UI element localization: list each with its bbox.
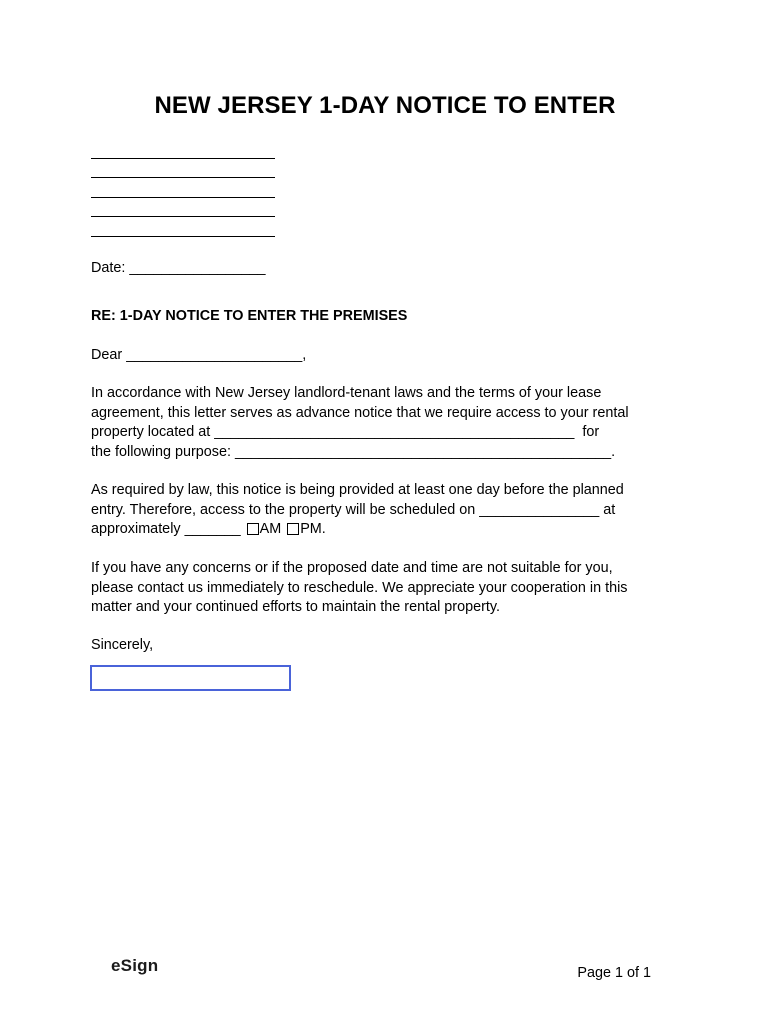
- paragraph-line: matter and your continued efforts to maintain the rental property.: [91, 599, 501, 615]
- address-blank-line-3[interactable]: [91, 197, 275, 198]
- address-blank-line-5[interactable]: [91, 236, 275, 237]
- esign-logo: eSign: [111, 956, 159, 975]
- address-blank-line-4[interactable]: [91, 216, 275, 217]
- paragraph-line: agreement, this letter serves as advance notice that we require access to your rental: [91, 404, 629, 421]
- closing: Sincerely,: [91, 637, 154, 653]
- pm-label: PM.: [300, 521, 326, 537]
- paragraph-line-time: [91, 520, 671, 540]
- paragraph-line: In accordance with New Jersey landlord-tenant laws and the terms of your lease: [91, 385, 602, 401]
- pm-checkbox[interactable]: [287, 523, 299, 535]
- am-checkbox[interactable]: [247, 523, 259, 535]
- salutation: Dear ______________________,: [91, 347, 307, 363]
- date-line: Date: _________________: [91, 260, 266, 276]
- am-label: AM: [259, 521, 282, 537]
- paragraph-line: As required by law, this notice is being provided at least one day before the planned: [91, 482, 624, 498]
- paragraph-line: property located at _____________________________________________ for: [91, 424, 600, 440]
- page-number: Page 1 of 1: [577, 965, 651, 981]
- paragraph-access-notice: [91, 384, 671, 462]
- document-title: NEW JERSEY 1-DAY NOTICE TO ENTER: [154, 92, 616, 119]
- signature-field[interactable]: [90, 665, 291, 691]
- address-blank-line-2[interactable]: [91, 177, 275, 178]
- address-blank-line-1[interactable]: [91, 158, 275, 159]
- approximately-label: approximately _______: [91, 521, 245, 537]
- re-line: RE: 1-DAY NOTICE TO ENTER THE PREMISES: [91, 308, 408, 324]
- paragraph-line: entry. Therefore, access to the property will be scheduled on _______________ at: [91, 501, 616, 518]
- paragraph-schedule: [91, 481, 671, 540]
- paragraph-concerns: [91, 559, 671, 618]
- paragraph-line: If you have any concerns or if the proposed date and time are not suitable for you,: [91, 560, 613, 576]
- paragraph-line: the following purpose: _______________________________________________.: [91, 443, 616, 460]
- paragraph-line: please contact us immediately to reschedule. We appreciate your cooperation in this: [91, 579, 628, 596]
